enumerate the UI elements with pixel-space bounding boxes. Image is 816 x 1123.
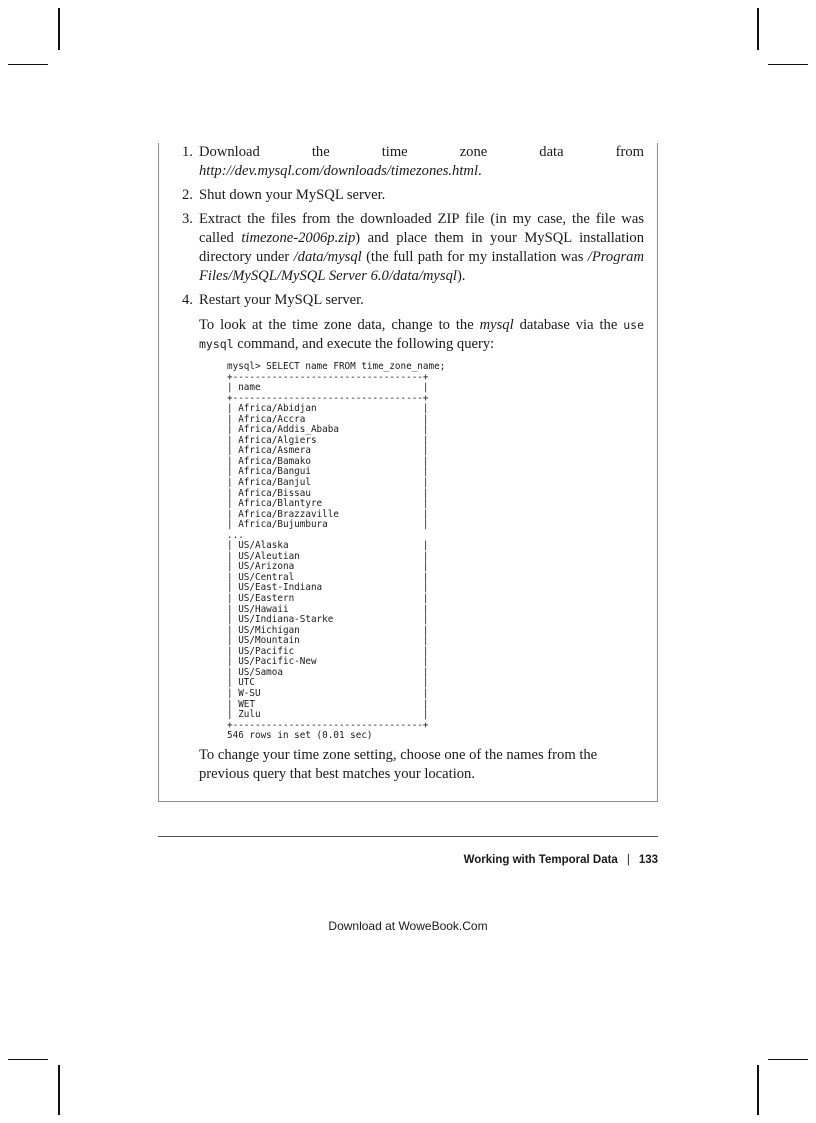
code-line: | Africa/Blantyre | [227,498,429,510]
step-text: Shut down your MySQL server. [199,187,386,203]
page-footer [464,854,658,866]
step-item [182,210,645,286]
crop-mark [757,8,759,50]
code-line: | Africa/Banjul | [227,477,429,489]
code-line: | US/Michigan | [227,624,429,636]
code-line: | UTC | [227,677,429,689]
step-text-part: To look at the time zone data, change to the [199,317,480,333]
code-line: | US/Mountain | [227,635,429,647]
crop-mark [58,1065,60,1115]
crop-mark [8,64,48,65]
code-line: 546 rows in set (0.01 sec) [227,730,373,742]
code-line: ... [227,529,244,541]
code-line: mysql> SELECT name FROM time_zone_name; [227,361,446,372]
crop-mark [8,1059,48,1060]
directory-path: /data/mysql [293,249,362,265]
code-line: | US/Eastern | [227,593,429,605]
steps-list [182,143,645,747]
code-line: | US/Aleutian | [227,550,429,562]
code-line: +----------------------------------+ [227,371,429,383]
code-line: | Africa/Bujumbura | [227,519,429,531]
step-text-part: command, and execute the following query: [233,336,495,352]
url-link[interactable]: http://dev.mysql.com/downloads/timezones.html [199,163,479,179]
code-line: | US/Samoa | [227,666,429,678]
inline-code: use mysql [199,318,644,351]
code-line: | US/Indiana-Starke | [227,614,429,626]
step-number: 4. [182,292,193,308]
code-line: | name | [227,382,429,394]
code-line: | Africa/Accra | [227,413,429,425]
crop-mark [757,1065,759,1115]
code-line: | Africa/Bamako | [227,455,429,467]
step-item [182,143,644,181]
code-line: | US/East-Indiana | [227,582,429,594]
code-line: | US/Hawaii | [227,603,429,615]
code-line: | US/Central | [227,571,429,583]
crop-mark [58,8,60,50]
code-block [227,362,644,742]
section-title: Working with Temporal Data [463,854,618,866]
step-text-part: Extract the files from the downloaded ZIP file (in my case, the file was called [199,211,644,246]
code-line: | US/Arizona | [227,561,429,573]
code-line: | Africa/Asmera | [227,445,429,457]
code-line: | Zulu | [227,709,429,721]
sidebar-box [158,143,658,802]
step-text-part: ). [456,268,466,284]
step-text-part: Download the time zone data from [199,144,644,160]
code-line: | W-SU | [227,687,429,699]
code-line: | Africa/Abidjan | [227,403,429,415]
code-line: +----------------------------------+ [227,719,429,731]
code-line: | Africa/Bissau | [227,487,429,499]
step-text-part: . [478,163,482,179]
step-text-part: database via the [513,317,624,333]
step-text [199,210,644,286]
step-text-part: (the full path for my installation was [361,249,588,265]
footer-separator: | [626,854,630,866]
code-line: | WET | [227,698,429,710]
code-line: | US/Pacific-New | [227,656,429,668]
step-text-part: ) and place them in your MySQL installation directory under [199,230,644,265]
code-line: | Africa/Algiers | [227,434,429,446]
closing-paragraph: To change your time zone setting, choose one of the names from the previous query that best matches your location. [199,747,598,782]
step-text: Restart your MySQL server. [199,292,364,308]
code-line: | Africa/Addis_Ababa | [227,424,429,436]
step-followup [199,316,644,354]
page-number: 133 [638,854,658,866]
step-item [182,186,644,205]
step-text [199,143,644,181]
code-line: | Africa/Brazzaville | [227,508,429,520]
code-line: +----------------------------------+ [227,392,429,404]
full-path: /Program Files/MySQL/MySQL Server 6.0/data/mysql [199,249,645,284]
step-item [182,291,644,742]
download-note: Download at WoweBook.Com [328,919,488,933]
crop-mark [768,1059,808,1060]
code-line: | US/Pacific | [227,645,429,657]
step-number: 3. [182,211,193,227]
step-number: 1. [182,144,193,160]
crop-mark [768,64,808,65]
file-name: timezone-2006p.zip [241,230,356,246]
footer-rule [158,836,658,837]
code-line: | US/Alaska | [227,540,429,552]
code-line: | Africa/Bangui | [227,466,429,478]
step-number: 2. [182,187,193,203]
database-name: mysql [479,317,514,333]
